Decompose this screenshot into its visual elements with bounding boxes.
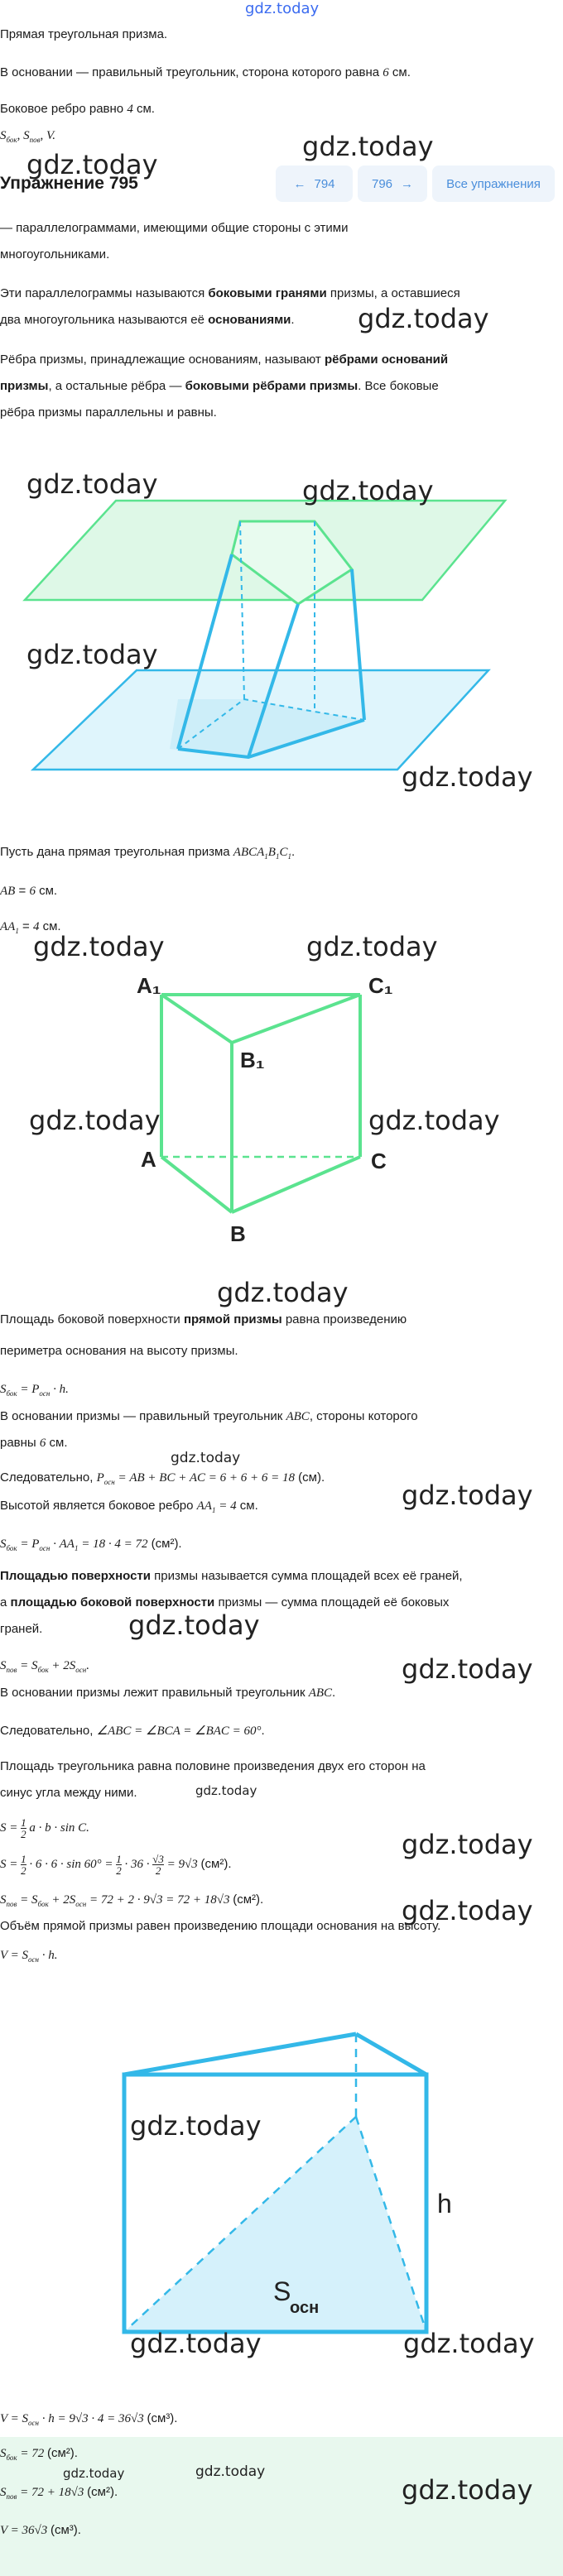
formula-lateral-value: $S_{бок} = P_{осн} \cdot AA_1 = 18 \cdot 4 = 72$ (см²).: [0, 1537, 182, 1552]
solution-line-3: Следовательно, $P_{осн}$ = AB + BC + AC = 6 + 6 + 6 = 18 (см).: [0, 1470, 325, 1486]
prev-exercise-label: 794: [314, 176, 335, 191]
watermark: gdz.today: [302, 475, 434, 506]
watermark: gdz.today: [402, 1895, 533, 1926]
watermark: gdz.today: [195, 2463, 266, 2480]
watermark: gdz.today: [63, 2466, 125, 2481]
formula-total-area: $S_{пов} = S_{бок} + 2S_{осн}$.: [0, 1659, 90, 1674]
watermark: gdz.today: [302, 131, 434, 162]
watermark: gdz.today: [130, 2110, 262, 2142]
exercise-title: Упражнение 795: [0, 174, 138, 193]
watermark: gdz.today: [402, 2474, 533, 2506]
watermark: gdz.today: [402, 761, 533, 793]
site-logo[interactable]: gdz.today: [245, 0, 320, 17]
intro-line-2: В основании — правильный треугольник, сторона которого равна 6 см.: [0, 65, 411, 79]
prev-exercise-button[interactable]: [276, 165, 353, 202]
formula-volume: $V = S_{осн} \cdot h$.: [0, 1949, 58, 1964]
formula-triangle-value: S = $\frac{1}{2}$ · 6 · 6 · sin 60° = $\frac{1}{2}$ · 36 · $\frac{√3}{2}$ = 9√3 (см²).: [0, 1853, 232, 1877]
solution-line-2b: равны 6 см.: [0, 1436, 68, 1450]
given-line-1: Пусть дана прямая треугольная призма $ABCA_1B_1C_1$.: [0, 845, 296, 861]
watermark: gdz.today: [402, 1480, 533, 1511]
theory-paragraph-3b: призмы, а остальные рёбра — боковыми рёбрами призмы. Все боковые: [0, 379, 439, 393]
prism-planes-figure: [0, 463, 563, 811]
arrow-left-icon: ←: [293, 176, 306, 191]
all-exercises-button[interactable]: Все упражнения: [432, 165, 555, 202]
solution-line-1b: периметра основания на высоту призмы.: [0, 1344, 238, 1358]
intro-line-4: $S_{бок}$, $S_{пов}$, V.: [0, 129, 56, 144]
formula-lateral-area: $S_{бок} = P_{осн} \cdot h$.: [0, 1383, 69, 1398]
theory-paragraph-2b: два многоугольника называются её основаниями.: [0, 313, 295, 327]
answer-volume: V = 36√3 (см³).: [0, 2523, 81, 2537]
watermark: gdz.today: [195, 1783, 257, 1798]
label-A1: A₁: [137, 973, 161, 998]
label-C1: C₁: [368, 973, 393, 998]
label-s-sub: осн: [290, 2299, 320, 2317]
volume-prism-figure: [0, 2019, 563, 2367]
theory-line-1b: многоугольниками.: [0, 247, 110, 261]
solution-line-5b: а площадью боковой поверхности призмы — сумма площадей её боковых: [0, 1595, 450, 1609]
label-B1: B₁: [240, 1048, 265, 1072]
solution-line-9: Объём прямой призмы равен произведению площади основания на высоту.: [0, 1919, 441, 1933]
formula-total-value: $S_{пов} = S_{бок} + 2S_{осн} = 72 + 2 \cdot 9√3 = 72 + 18√3$ (см²).: [0, 1892, 264, 1908]
watermark: gdz.today: [171, 1450, 241, 1466]
watermark: gdz.today: [402, 1653, 533, 1685]
theory-paragraph-3c: рёбра призмы параллельны и равны.: [0, 405, 217, 420]
label-h: h: [437, 2189, 452, 2219]
solution-line-5: Площадью поверхности призмы называется сумма площадей всех её граней,: [0, 1569, 463, 1583]
watermark: gdz.today: [130, 2328, 262, 2359]
watermark: gdz.today: [26, 639, 158, 670]
watermark: gdz.today: [358, 303, 489, 334]
intro-line-1: Прямая треугольная призма.: [0, 27, 168, 41]
formula-triangle-area: S = $\frac{1}{2}$ a · b · sin C.: [0, 1816, 89, 1840]
solution-line-8b: синус угла между ними.: [0, 1786, 137, 1800]
watermark: gdz.today: [128, 1609, 260, 1641]
solution-line-8: Площадь треугольника равна половине произведения двух его сторон на: [0, 1759, 426, 1773]
solution-line-4: Высотой является боковое ребро $AA_1 = 4$ см.: [0, 1499, 258, 1514]
solution-line-1: Площадь боковой поверхности прямой призмы равна произведению: [0, 1312, 407, 1326]
next-exercise-button[interactable]: [358, 165, 427, 202]
solution-line-2: В основании призмы — правильный треугольник ABC, стороны которого: [0, 1409, 418, 1423]
watermark: gdz.today: [217, 1277, 349, 1308]
intro-line-3: Боковое ребро равно 4 см.: [0, 102, 155, 116]
theory-paragraph-3a: Рёбра призмы, принадлежащие основаниям, называют рёбрами оснований: [0, 353, 449, 367]
solution-line-6: В основании призмы лежит правильный треугольник ABC.: [0, 1686, 336, 1700]
given-line-2: AB = 6 см.: [0, 884, 58, 898]
watermark: gdz.today: [29, 1105, 161, 1136]
solution-line-7: Следовательно, ∠ABC = ∠BCA = ∠BAC = 60°.: [0, 1724, 265, 1738]
label-B: B: [230, 1221, 246, 1246]
watermark: gdz.today: [306, 931, 438, 962]
label-A: A: [141, 1147, 156, 1172]
watermark: gdz.today: [26, 149, 158, 180]
watermark: gdz.today: [33, 931, 165, 962]
theory-line-1: — параллелограммами, имеющими общие стороны с этими: [0, 221, 349, 235]
formula-volume-value: $V = S_{осн} \cdot h = 9√3 \cdot 4 = 36√3$ (см³).: [0, 2411, 178, 2427]
theory-paragraph-2a: Эти параллелограммы называются боковыми гранями призмы, а оставшиеся: [0, 286, 460, 300]
watermark: gdz.today: [368, 1105, 500, 1136]
watermark: gdz.today: [403, 2328, 535, 2359]
answer-lateral: $S_{бок} = 72$ (см²).: [0, 2446, 78, 2462]
label-C: C: [371, 1149, 387, 1173]
arrow-right-icon: →: [401, 176, 414, 191]
solution-line-5c: граней.: [0, 1622, 43, 1636]
triangular-prism-figure: [0, 968, 563, 1316]
next-exercise-label: 796: [371, 176, 393, 191]
answer-total: $S_{пов} = 72 + 18√3$ (см²).: [0, 2485, 118, 2501]
watermark: gdz.today: [26, 468, 158, 500]
given-line-3: $AA_1 = 4$ см.: [0, 919, 61, 935]
label-s: S: [273, 2276, 291, 2306]
watermark: gdz.today: [402, 1829, 533, 1860]
